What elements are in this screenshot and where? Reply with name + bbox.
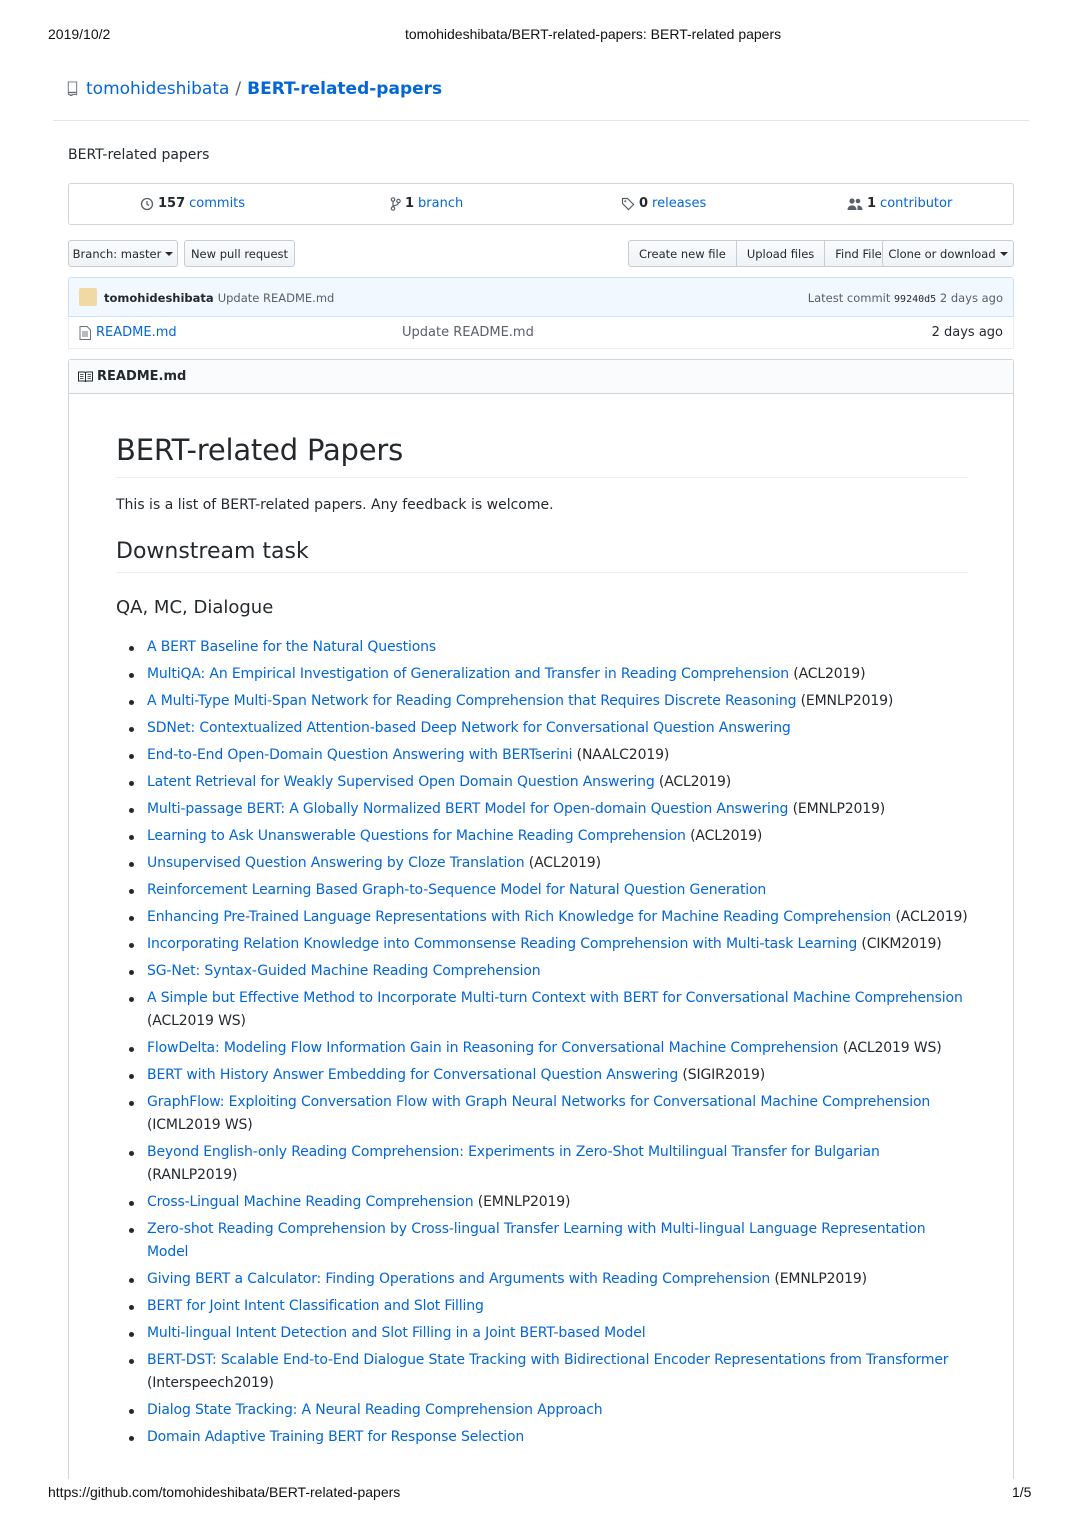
paper-venue: (ICML2019 WS) xyxy=(147,1117,253,1134)
branch-count: 1 xyxy=(405,196,415,211)
tag-icon xyxy=(621,197,635,211)
paper-link[interactable]: SDNet: Contextualized Attention-based Deep Network for Conversational Question Answering xyxy=(147,720,791,737)
header-divider xyxy=(53,120,1029,121)
contributors-link[interactable] xyxy=(847,196,952,211)
paper-venue: (EMNLP2019) xyxy=(774,1271,867,1288)
list-item xyxy=(116,1399,968,1422)
paper-link[interactable]: BERT with History Answer Embedding for Conversational Question Answering xyxy=(147,1067,679,1084)
file-name-link[interactable]: README.md xyxy=(96,325,177,340)
file-age: 2 days ago xyxy=(931,325,1003,340)
paper-venue: (EMNLP2019) xyxy=(792,801,886,818)
paper-venue: (NAALC2019) xyxy=(576,747,670,764)
commit-sha-link[interactable]: 99240d5 xyxy=(894,294,937,305)
paper-venue: (EMNLP2019) xyxy=(477,1194,571,1211)
list-item xyxy=(116,987,968,1033)
paper-venue: (ACL2019) xyxy=(895,909,968,926)
list-item xyxy=(116,690,968,713)
list-item xyxy=(116,906,968,929)
paper-link[interactable]: A Simple but Effective Method to Incorporate Multi-turn Context with BERT for Conversational Machine Comprehension xyxy=(147,990,963,1007)
new-pull-request-label: New pull request xyxy=(190,246,289,261)
list-item xyxy=(116,798,968,821)
people-icon xyxy=(847,197,863,211)
list-item xyxy=(116,933,968,956)
list-item xyxy=(116,771,968,794)
readme-intro: This is a list of BERT-related papers. Any feedback is welcome. xyxy=(116,497,554,514)
book-icon xyxy=(78,371,93,383)
list-item xyxy=(116,960,968,983)
commit-meta xyxy=(808,291,1003,305)
paper-link[interactable]: FlowDelta: Modeling Flow Information Gain in Reasoning for Conversational Machine Comprehension xyxy=(147,1040,839,1057)
paper-venue: (EMNLP2019) xyxy=(800,693,894,710)
list-item xyxy=(116,1037,968,1060)
list-item xyxy=(116,1141,968,1187)
contributor-label: contributor xyxy=(880,196,953,211)
repo-description: BERT-related papers xyxy=(68,147,210,163)
readme-content xyxy=(116,434,968,1453)
commits-label: commits xyxy=(189,196,246,211)
list-item xyxy=(116,1064,968,1087)
print-header xyxy=(0,26,1080,46)
paper-link[interactable]: End-to-End Open-Domain Question Answering with BERTserini xyxy=(147,747,573,764)
paper-link[interactable]: MultiQA: An Empirical Investigation of Generalization and Transfer in Reading Comprehension xyxy=(147,666,789,683)
readme-header xyxy=(69,360,1013,394)
caret-down-icon xyxy=(165,252,173,256)
paper-link[interactable]: Giving BERT a Calculator: Finding Operations and Arguments with Reading Comprehension xyxy=(147,1271,771,1288)
paper-venue: (RANLP2019) xyxy=(147,1167,238,1184)
list-item xyxy=(116,1091,968,1137)
list-item xyxy=(116,636,968,659)
paper-link[interactable]: Cross-Lingual Machine Reading Comprehension xyxy=(147,1194,474,1211)
file-row xyxy=(68,318,1014,349)
list-item xyxy=(116,879,968,902)
commit-age: 2 days ago xyxy=(939,291,1003,305)
list-item xyxy=(116,825,968,848)
latest-commit-bar xyxy=(68,277,1014,317)
paper-link[interactable]: Beyond English-only Reading Comprehension: Experiments in Zero-Shot Multilingual Transfer for Bulgarian xyxy=(147,1144,880,1161)
releases-count: 0 xyxy=(639,196,649,211)
list-item xyxy=(116,1295,968,1318)
commits-link[interactable] xyxy=(140,196,245,211)
paper-link[interactable]: Reinforcement Learning Based Graph-to-Sequence Model for Natural Question Generation xyxy=(147,882,767,899)
paper-venue: (SIGIR2019) xyxy=(682,1067,766,1084)
latest-commit-label: Latest commit xyxy=(807,291,891,305)
clone-download-button[interactable] xyxy=(882,240,1014,267)
file-commit-message-link[interactable]: Update README.md xyxy=(402,325,534,340)
branch-link[interactable] xyxy=(390,196,463,211)
list-item xyxy=(116,1191,968,1214)
commit-message-link[interactable]: Update README.md xyxy=(217,291,335,305)
avatar[interactable] xyxy=(79,288,97,306)
paper-venue: (ACL2019 WS) xyxy=(842,1040,942,1057)
list-item xyxy=(116,744,968,767)
paper-venue: (Interspeech2019) xyxy=(147,1375,274,1392)
list-item xyxy=(116,1349,968,1395)
readme-panel xyxy=(68,359,1014,1479)
paper-link[interactable]: Dialog State Tracking: A Neural Reading Comprehension Approach xyxy=(147,1402,603,1419)
repo-owner-link[interactable]: tomohideshibata xyxy=(86,79,230,99)
list-item xyxy=(116,663,968,686)
paper-link[interactable]: Enhancing Pre-Trained Language Representations with Rich Knowledge for Machine Reading Comprehension xyxy=(147,909,892,926)
create-new-file-button[interactable]: Create new file xyxy=(629,241,737,266)
paper-list xyxy=(116,636,968,1449)
repo-breadcrumb xyxy=(66,78,442,100)
paper-link[interactable]: Latent Retrieval for Weakly Supervised Open Domain Question Answering xyxy=(147,774,655,791)
new-pull-request-button[interactable] xyxy=(184,240,295,267)
paper-venue: (ACL2019) xyxy=(690,828,763,845)
paper-link[interactable]: Learning to Ask Unanswerable Questions for Machine Reading Comprehension xyxy=(147,828,686,845)
paper-venue: (ACL2019) xyxy=(793,666,866,683)
paper-link[interactable]: BERT-DST: Scalable End-to-End Dialogue State Tracking with Bidirectional Encoder Representations from Transformer xyxy=(147,1352,949,1369)
paper-venue: (CIKM2019) xyxy=(861,936,942,953)
list-item xyxy=(116,717,968,740)
upload-files-button[interactable]: Upload files xyxy=(737,241,825,266)
repo-separator: / xyxy=(235,79,242,99)
paper-venue: (ACL2019) xyxy=(528,855,601,872)
print-url: https://github.com/tomohideshibata/BERT-related-papers xyxy=(48,1484,401,1500)
commit-author-link[interactable]: tomohideshibata xyxy=(104,291,214,305)
paper-link[interactable]: Multi-passage BERT: A Globally Normalized BERT Model for Open-domain Question Answering xyxy=(147,801,789,818)
paper-link[interactable]: Domain Adaptive Training BERT for Response Selection xyxy=(147,1429,525,1446)
paper-link[interactable]: Incorporating Relation Knowledge into Commonsense Reading Comprehension with Multi-task Learning xyxy=(147,936,858,953)
repo-icon xyxy=(66,81,80,97)
commits-count: 157 xyxy=(158,196,186,211)
branch-select-label: Branch: master xyxy=(72,246,162,261)
readme-header-label: README.md xyxy=(97,369,187,384)
print-date: 2019/10/2 xyxy=(48,26,111,42)
paper-venue: (ACL2019 WS) xyxy=(147,1013,246,1030)
branch-select-button[interactable] xyxy=(68,240,178,267)
paper-link[interactable]: BERT for Joint Intent Classification and Slot Filling xyxy=(147,1298,484,1315)
branch-icon xyxy=(390,197,401,211)
branch-label: branch xyxy=(418,196,464,211)
list-item xyxy=(116,1218,968,1264)
caret-down-icon xyxy=(1000,252,1008,256)
paper-link[interactable]: A Multi-Type Multi-Span Network for Reading Comprehension that Requires Discrete Reasoning xyxy=(147,693,797,710)
file-actions-group xyxy=(628,240,893,267)
paper-venue: (ACL2019) xyxy=(658,774,732,791)
find-file-button[interactable]: Find File xyxy=(835,246,882,261)
contributor-count: 1 xyxy=(867,196,877,211)
clone-download-label: Clone or download xyxy=(888,246,996,261)
repo-stats-bar xyxy=(68,183,1014,225)
print-title: tomohideshibata/BERT-related-papers: BERT-related papers xyxy=(405,26,782,42)
repo-name-link[interactable]: BERT-related-papers xyxy=(247,79,443,99)
paper-link[interactable]: A BERT Baseline for the Natural Questions xyxy=(147,639,436,656)
releases-link[interactable] xyxy=(621,196,706,211)
paper-link[interactable]: SG-Net: Syntax-Guided Machine Reading Comprehension xyxy=(147,963,541,980)
paper-link[interactable]: GraphFlow: Exploiting Conversation Flow with Graph Neural Networks for Conversational Machine Comprehension xyxy=(147,1094,931,1111)
paper-link[interactable]: Unsupervised Question Answering by Cloze Translation xyxy=(147,855,525,872)
file-icon xyxy=(79,326,91,340)
list-item xyxy=(116,852,968,875)
list-item xyxy=(116,1426,968,1449)
releases-label: releases xyxy=(652,196,707,211)
section-heading: Downstream task xyxy=(116,539,968,573)
readme-title: BERT-related Papers xyxy=(116,434,968,478)
list-item xyxy=(116,1268,968,1291)
paper-link[interactable]: Zero-shot Reading Comprehension by Cross-lingual Transfer Learning with Multi-lingual Language Representation Model xyxy=(147,1221,926,1261)
list-item xyxy=(116,1322,968,1345)
paper-link[interactable]: Multi-lingual Intent Detection and Slot Filling in a Joint BERT-based Model xyxy=(147,1325,646,1342)
print-page-number: 1/5 xyxy=(1012,1484,1032,1500)
subsection-heading: QA, MC, Dialogue xyxy=(116,597,274,619)
history-icon xyxy=(140,197,154,211)
